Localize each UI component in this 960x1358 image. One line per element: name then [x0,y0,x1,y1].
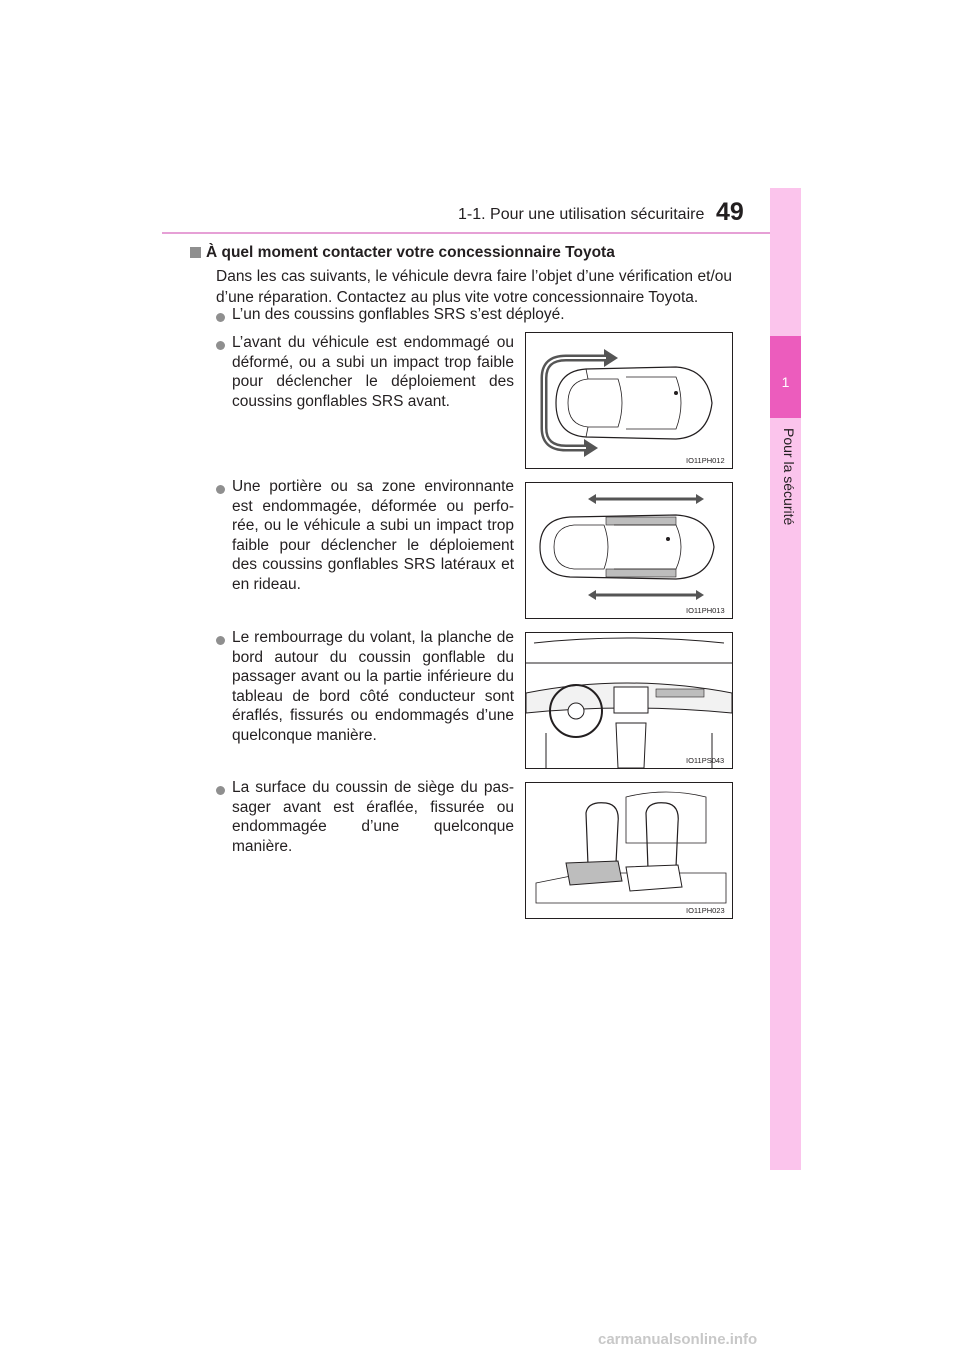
dashboard-illustration [526,633,732,768]
figure-code: IO11PH013 [686,606,725,615]
bullet-text: L’avant du véhicule est endommagé ou déformé, ou a subi un impact trop faible pour déclencher le déploiement des coussins gonflables SRS avant. [232,334,514,410]
car-top-view-front-illustration [526,333,732,468]
bullet-icon [216,313,225,322]
bullet-icon [216,786,225,795]
bullet-text: Le rembourrage du volant, la planche de bord autour du coussin gonflable du passager avant ou la partie inférieure du tableau de bord côté conducteur sont éraflés, fissurés ou endommagés d’une quelconque manière. [232,629,514,744]
figure-code: IO11PS043 [686,756,725,765]
section-title: À quel moment contacter votre concessionnaire Toyota [206,244,615,261]
bullet-icon [216,485,225,494]
car-top-view-side-illustration [526,483,732,618]
footer-watermark[interactable]: carmanualsonline.info [598,1331,758,1348]
figure-code: IO11PH012 [686,456,725,465]
page-number: 49 [716,198,744,226]
figure-dashboard [525,632,733,769]
figure-front-damage [525,332,733,469]
bullet-text: Une portière ou sa zone environnante est endommagée, déformée ou perfo-rée, ou le véhicule a subi un impact trop faible pour déclencher le déploiement des coussins gonflables SRS latéraux et en rideau. [232,478,514,593]
figure-side-damage [525,482,733,619]
bullet-icon [216,341,225,350]
section-intro: Dans les cas suivants, le véhicule devra faire l’objet d’une vérification et/ou d’une réparation. Contactez au plus vite votre concessionnaire Toyota. [216,268,732,306]
bullet-icon [216,636,225,645]
header-title: 1-1. Pour une utilisation sécuritaire [458,206,705,223]
seats-illustration [526,783,732,918]
side-tab-label: Pour la sécurité [781,428,797,526]
bullet-text: L’un des coussins gonflables SRS s’est déployé. [232,306,565,323]
chapter-number: 1 [781,374,790,390]
header-divider [162,232,800,234]
section-square-icon [190,247,201,258]
figure-code: IO11PH023 [686,906,725,915]
figure-seat [525,782,733,919]
bullet-text: La surface du coussin de siège du pas-sager avant est éraflée, fissurée ou endommagée d’une quelconque manière. [232,779,514,855]
